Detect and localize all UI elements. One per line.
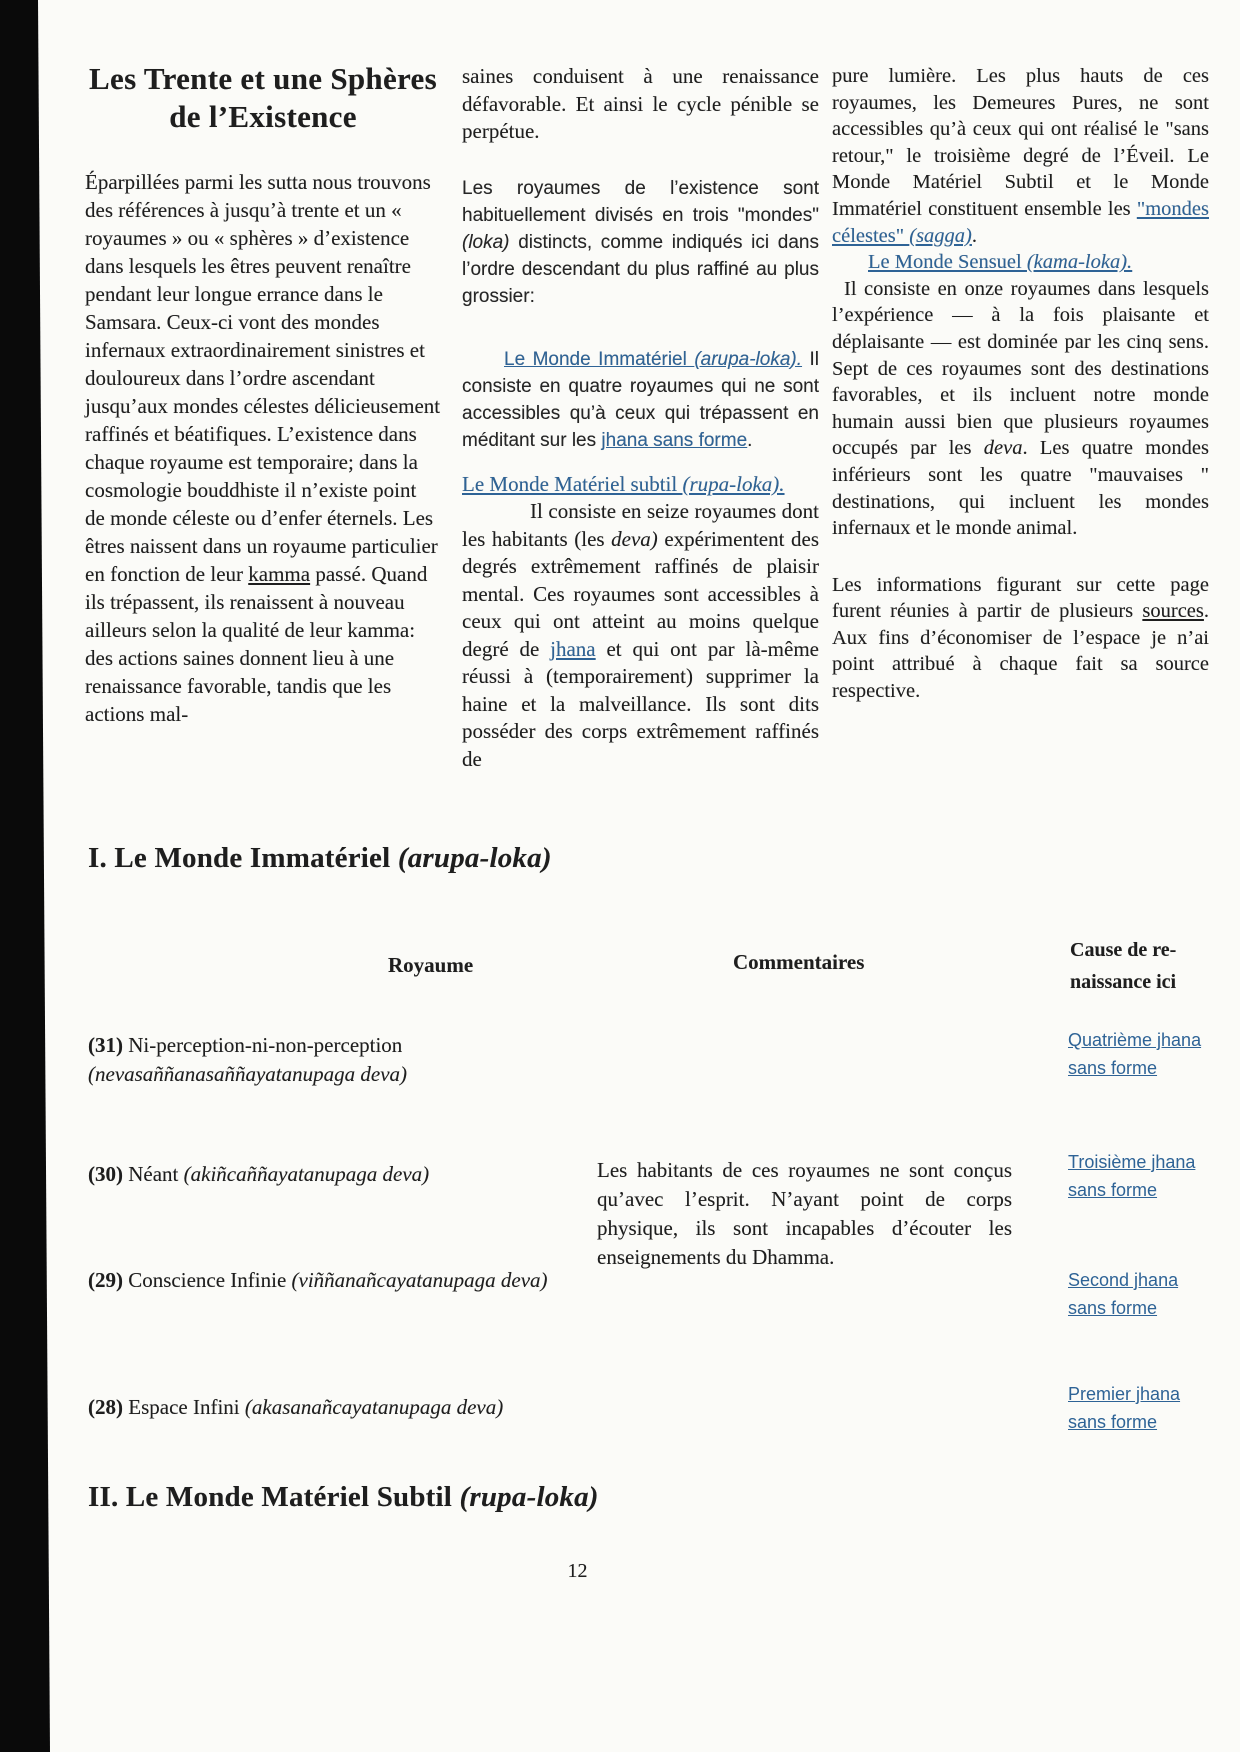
monde-sensuel-text-a: Il consiste en onze royaumes dans lesquels l’expérience — à la fois plaisante et déplaisante — est dominée par les cinq sens. Sept de ces royaumes sont des destinations favorables, et ils incluent notre monde humain aussi bien que plusieurs royaumes occupés par les xyxy=(832,277,1209,460)
monde-materiel-subtil-heading-line xyxy=(462,471,819,499)
column-1 xyxy=(85,60,441,728)
monde-immateriel-link[interactable] xyxy=(504,349,802,370)
section-1-heading-roman: I. Le Monde Immatériel xyxy=(88,842,398,874)
loka-italic: (loka) xyxy=(462,231,510,253)
monde-immateriel-paragraph xyxy=(462,346,819,454)
monde-materiel-subtil-link-italic: (rupa-loka). xyxy=(682,471,785,496)
section-1-heading-italic: (arupa-loka) xyxy=(397,842,552,874)
monde-materiel-text-a: Il consiste en seize royaumes dont les habitants (les xyxy=(462,499,819,551)
demeures-pures-text-a: pure lumière. Les plus hauts de ces royaumes, les Demeures Pures, ne sont accessibles qu’à ceux qui ont réalisé le "sans retour," le troisième degré de l’Éveil. Le Monde Matériel Subtil et le Monde Immatériel constituent ensemble les xyxy=(832,65,1209,220)
trois-mondes-paragraph xyxy=(462,175,819,310)
monde-sensuel-text-b: . Les quatre mondes inférieurs sont les quatre "mauvaises " destinations, qui incluent les mondes infernaux et le monde animal. xyxy=(832,437,1209,540)
row-30-number: (30) xyxy=(88,1162,123,1186)
row-29-pali: (viññanañcayatanupaga deva) xyxy=(291,1268,548,1292)
deva-italic-2: deva xyxy=(983,437,1023,460)
demeures-pures-paragraph xyxy=(832,63,1209,249)
section-1-heading xyxy=(88,842,552,875)
row-28-name: Espace Infini xyxy=(123,1395,245,1419)
monde-immateriel-link-roman: Le Monde Immatériel xyxy=(504,348,695,370)
monde-materiel-text-b: expérimentent des degrés extrêmement raffinés de plaisir mental. Ces royaumes sont accessibles à ceux qui ont atteint au moins quelque degré de xyxy=(462,526,820,661)
row-31-name: Ni-perception-ni-non-perception xyxy=(123,1033,403,1057)
trois-mondes-text-b: distincts, comme indiqués ici dans l’ordre descendant du plus raffiné au plus grossier: xyxy=(462,231,819,307)
intro-text-b: passé. Quand ils trépassent, ils renaissent à nouveau ailleurs selon la qualité de leur kamma: des actions saines donnent lieu à une renaissance favorable, tandis que les actions mal- xyxy=(85,562,428,726)
monde-sensuel-link[interactable] xyxy=(868,251,1132,273)
article-title: Les Trente et une Sphères de l’Existence xyxy=(89,61,437,134)
cause-link-premier-jhana[interactable]: Premier jhana sans forme xyxy=(1068,1384,1181,1432)
monde-immateriel-text-end: . xyxy=(747,429,753,451)
sources-link[interactable]: sources xyxy=(1142,600,1204,623)
row-28-pali: (akasanañcayatanupaga deva) xyxy=(244,1395,504,1419)
cause-cell-29 xyxy=(1068,1266,1218,1322)
page-number: 12 xyxy=(567,1560,588,1582)
table-row-31 xyxy=(88,1031,438,1089)
table-header-commentaires: Commentaires xyxy=(733,950,865,974)
sources-paragraph xyxy=(832,572,1209,705)
scan-edge-black-bar xyxy=(0,0,54,1752)
table-row-30 xyxy=(88,1160,518,1189)
section-2-heading xyxy=(88,1481,599,1514)
section-2-heading-italic: (rupa-loka) xyxy=(459,1481,599,1513)
monde-materiel-subtil-link-roman: Le Monde Matériel subtil xyxy=(462,471,683,496)
monde-materiel-subtil-paragraph xyxy=(462,498,819,773)
sources-text-a: Les informations figurant sur cette page furent réunies à partir de plusieurs xyxy=(832,573,1209,623)
mondes-celestes-link-roman: "mondes célestes" xyxy=(832,197,1209,247)
cause-link-second-jhana[interactable]: Second jhana sans forme xyxy=(1068,1270,1179,1318)
table-row-29 xyxy=(88,1266,558,1295)
deva-italic: deva) xyxy=(611,526,658,551)
section-2-heading-roman: II. Le Monde Matériel Subtil xyxy=(88,1481,460,1513)
sagga-link-italic: (sagga) xyxy=(909,224,972,247)
row-30-pali: (akiñcaññayatanupaga deva) xyxy=(183,1162,430,1186)
table-comment-cell: Les habitants de ces royaumes ne sont conçus qu’avec l’esprit. N’ayant point de corps physique, ils sont incapables d’écouter les enseignements du Dhamma. xyxy=(597,1158,1012,1269)
cycle-paragraph: saines conduisent à une renaissance défavorable. Et ainsi le cycle pénible se perpétue. xyxy=(462,64,819,143)
table-header-cause: Cause de re-naissance ici xyxy=(1070,939,1177,993)
column-3 xyxy=(832,63,1209,705)
monde-immateriel-text: Il consiste en quatre royaumes qui ne sont accessibles qu’à ceux qui trépassent en méditant sur les xyxy=(462,348,819,451)
cause-cell-28 xyxy=(1068,1380,1218,1436)
row-28-number: (28) xyxy=(88,1395,123,1419)
cause-cell-30 xyxy=(1068,1148,1218,1204)
cause-link-troisieme-jhana[interactable]: Troisième jhana sans forme xyxy=(1068,1152,1196,1200)
intro-paragraph xyxy=(85,168,441,728)
monde-sensuel-heading-line xyxy=(832,249,1209,276)
table-row-28 xyxy=(88,1393,558,1422)
monde-immateriel-link-italic: (arupa-loka). xyxy=(694,348,803,370)
monde-sensuel-link-roman: Le Monde Sensuel xyxy=(868,251,1027,274)
jhana-sans-forme-link[interactable]: jhana sans forme xyxy=(601,429,748,451)
demeures-pures-text-b: . xyxy=(971,224,978,247)
table-header-royaume: Royaume xyxy=(388,953,474,977)
trois-mondes-text-a: Les royaumes de l’existence sont habituellement divisés en trois "mondes" xyxy=(462,177,819,226)
cause-cell-31 xyxy=(1068,1026,1218,1082)
kama-loka-link-italic: (kama-loka). xyxy=(1026,251,1133,274)
row-29-number: (29) xyxy=(88,1268,123,1292)
intro-text-a: Éparpillées parmi les sutta nous trouvons des références à jusqu’à trente et un « royaumes » ou « sphères » d’existence dans lesquels les êtres peuvent renaître pendant leur longue errance dans le Samsara. Ceux-ci vont des mondes infernaux extraordinairement sinistres et douloureux dans l’ordre ascendant jusqu’aux mondes célestes délicieusement raffinés et béatifiques. L’existence dans chaque royaume est temporaire; dans la cosmologie bouddhiste il n’existe point de monde céleste ou d’enfer éternels. Les êtres naissent dans un royaume particulier en fonction de leur xyxy=(85,170,441,586)
monde-materiel-text-c: et qui ont par là-même réussi à (temporairement) supprimer la haine et la malveillance. Ils sont dits posséder des corps extrêmement raffinés de xyxy=(462,636,819,771)
cause-link-quatrieme-jhana[interactable]: Quatrième jhana sans forme xyxy=(1068,1030,1202,1078)
row-30-name: Néant xyxy=(123,1162,184,1186)
row-31-pali: (nevasaññanasaññayatanupaga deva) xyxy=(88,1062,408,1086)
monde-materiel-subtil-link[interactable] xyxy=(462,472,785,496)
sources-text-b: . Aux fins d’économiser de l’espace je n’ai point attribué à chaque fait sa source respective. xyxy=(832,600,1209,703)
column-2 xyxy=(462,63,819,773)
monde-sensuel-paragraph xyxy=(832,276,1209,542)
row-31-number: (31) xyxy=(88,1033,123,1057)
kamma-link[interactable]: kamma xyxy=(248,562,311,586)
jhana-link[interactable]: jhana xyxy=(550,636,596,661)
row-29-name: Conscience Infinie xyxy=(123,1268,292,1292)
